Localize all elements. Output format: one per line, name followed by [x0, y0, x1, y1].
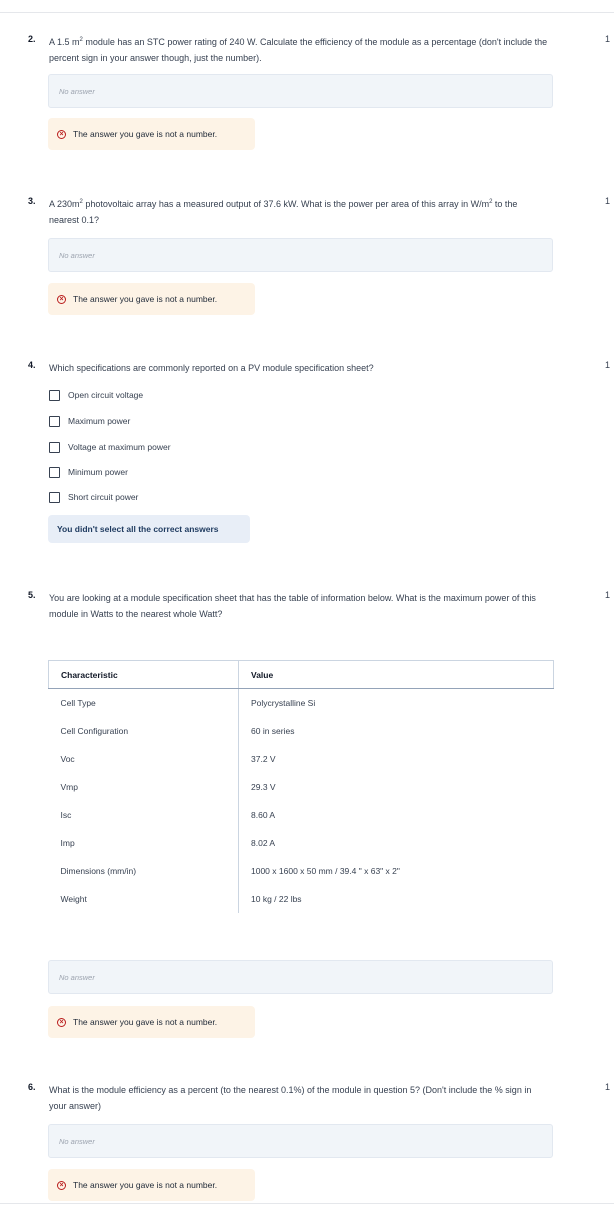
header-value: Value [239, 661, 554, 689]
table-cell: Voc [49, 745, 239, 773]
checkbox[interactable] [49, 416, 60, 427]
table-row [49, 885, 554, 913]
error-feedback: × The answer you gave is not a number. [48, 118, 255, 150]
table-cell: 1000 x 1600 x 50 mm / 39.4 " x 63" x 2" [251, 865, 400, 876]
option-open-circuit-voltage[interactable]: Open circuit voltage [49, 388, 143, 402]
error-x-icon: × [57, 295, 66, 304]
answer-input[interactable]: No answer [48, 74, 553, 108]
question-number: 2. [28, 34, 36, 44]
error-x-icon: × [57, 130, 66, 139]
table-header-row [49, 661, 554, 689]
table-cell: Cell Type [49, 689, 239, 717]
table-cell: Dimensions (mm/in) [49, 857, 239, 885]
answer-input[interactable]: No answer [48, 1124, 553, 1158]
table-cell: 8.02 A [251, 837, 276, 848]
table-row [49, 773, 554, 801]
table-cell: 10 kg / 22 lbs [251, 893, 302, 904]
table-cell: Cell Configuration [49, 717, 239, 745]
option-voltage-at-maximum-power[interactable]: Voltage at maximum power [49, 440, 171, 454]
table-cell: Imp [49, 829, 239, 857]
error-feedback: × The answer you gave is not a number. [48, 283, 255, 315]
checkbox[interactable] [49, 467, 60, 478]
error-feedback: × The answer you gave is not a number. [48, 1169, 255, 1201]
question-number: 5. [28, 590, 36, 600]
table-row [49, 745, 554, 773]
table-cell: 8.60 A [251, 809, 276, 820]
answer-input[interactable]: No answer [48, 238, 553, 272]
table-row [49, 689, 554, 717]
question-text: What is the module efficiency as a percent (to the nearest 0.1%) of the module in question 5? (Don't include the % sign in your answer) [49, 1085, 532, 1111]
table-cell: 37.2 V [251, 753, 276, 764]
table-cell: 29.3 V [251, 781, 276, 792]
question-number: 6. [28, 1082, 36, 1092]
header-characteristic: Characteristic [49, 661, 239, 689]
question-text: A $230m^2$ photovoltaic array has a measured output of 37.6 kW. What is the power per area of this array in $W/m^2$ to the nearest 0.1? [49, 199, 518, 225]
spec-table [48, 660, 554, 913]
error-x-icon: × [57, 1181, 66, 1190]
question-points: 1 [605, 360, 611, 370]
question-points: 1 [605, 196, 611, 206]
error-feedback: × The answer you gave is not a number. [48, 1006, 255, 1038]
question-points: 1 [605, 1082, 611, 1092]
table-cell: Weight [49, 885, 239, 913]
answer-input[interactable]: No answer [48, 960, 553, 994]
divider [0, 12, 614, 13]
question-text: A 1.5 $m^2$ module has an STC power rating of 240 W. Calculate the efficiency of the module as a percentage (don't include the percent sign in your answer though, just the number). [49, 37, 548, 63]
question-points: 1 [605, 590, 611, 600]
selection-feedback: You didn't select all the correct answers [48, 515, 250, 543]
table-row [49, 801, 554, 829]
question-number: 3. [28, 196, 36, 206]
question-text: You are looking at a module specification sheet that has the table of information below. What is the maximum power of this module in Watts to the nearest whole Watt? [49, 593, 536, 619]
table-cell: Polycrystalline Si [251, 697, 316, 708]
option-minimum-power[interactable]: Minimum power [49, 465, 128, 479]
table-cell: Vmp [49, 773, 239, 801]
error-x-icon: × [57, 1018, 66, 1027]
checkbox[interactable] [49, 492, 60, 503]
question-text: Which specifications are commonly reported on a PV module specification sheet? [49, 363, 374, 373]
checkbox[interactable] [49, 390, 60, 401]
divider [0, 1203, 614, 1204]
checkbox[interactable] [49, 442, 60, 453]
option-short-circuit-power[interactable]: Short circuit power [49, 490, 138, 504]
table-cell: Isc [49, 801, 239, 829]
question-points: 1 [605, 34, 611, 44]
question-number: 4. [28, 360, 36, 370]
table-row [49, 829, 554, 857]
table-row [49, 717, 554, 745]
table-cell: 60 in series [251, 725, 295, 736]
option-maximum-power[interactable]: Maximum power [49, 414, 130, 428]
table-row [49, 857, 554, 885]
